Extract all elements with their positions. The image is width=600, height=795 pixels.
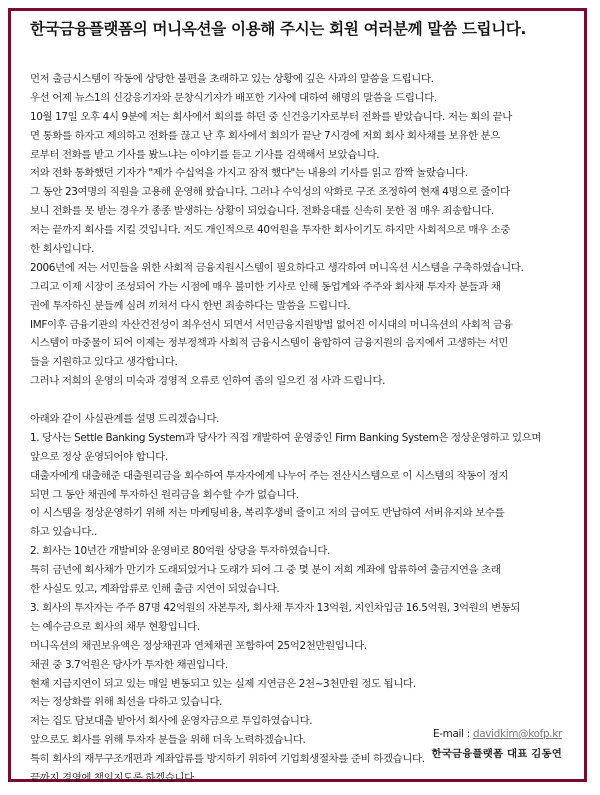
paragraph-line: 이 시스템을 정상운영하기 위해 저는 마케팅비용, 복리후생비 줄이고 저의 급여도 반납하여 서버유지와 보수를	[30, 507, 505, 520]
signatory-name: 한국금융플랫폼 대표 김동연	[431, 748, 562, 760]
paragraph-line: 우선 어제 뉴스1의 신강응기자와 문창식기자가 배포한 기사에 대하여 해명의 말씀을 드립니다.	[30, 91, 437, 104]
paragraph-line: 2. 회사는 10년간 개발비와 운영비로 80억원 상당을 투자하였습니다.	[30, 545, 331, 558]
paragraph-line: 그러나 저희의 운영의 미숙과 경영적 오류로 인하여 좀의 일으킨 점 사과 드립니다.	[30, 375, 386, 388]
paragraph-line: 한 사실도 있고, 계좌압류로 인해 출금 지연이 되었습니다.	[30, 583, 280, 596]
paragraph-line: 는 예수금으로 회사의 채무 현황입니다.	[30, 620, 200, 633]
paragraph-line: 2006년에 저는 서민들을 위한 사회적 금융지원시스템이 필요하다고 생각하여 머니옥션 시스템을 구축하였습니다.	[30, 261, 524, 274]
paragraph-line: 먼저 출금시스템이 작동에 상당한 불편을 초래하고 있는 상황에 깊은 사과의 말씀을 드립니다.	[30, 73, 434, 85]
paragraph-line: 보니 전화를 못 받는 경우가 종종 발생하는 상황이 되었습니다. 전화응대를 신속히 못한 점 매우 죄송합니다.	[30, 205, 494, 218]
paragraph-line: 대출자에게 대출해준 대출원리금을 회수하여 투자자에게 나누어 주는 전산시스템으로 이 시스템의 작동이 정지	[30, 469, 509, 482]
paragraph-line: 그 동안 23여명의 직원을 고용해 운영해 왔습니다. 그러나 수익성의 악화로 구조 조정하여 현재 4명으로 줄이다	[30, 186, 510, 199]
paragraph-line: 특히 회사의 재무구조개편과 계좌압류를 방지하기 위하여 기업회생절차를 준비 하겠습니다.	[30, 753, 425, 766]
email-link[interactable]: davidkim@kofp.kr	[472, 728, 562, 740]
paragraph-spacer	[30, 391, 575, 410]
paragraph-line: 권에 투자하신 분들께 심려 끼쳐서 다시 한번 죄송하다는 말씀을 드립니다.	[30, 299, 351, 312]
paragraph-line: 머니옥션의 채권보유액은 정상채권과 연체채권 포함하여 25억2천만원입니다.	[30, 639, 367, 652]
paragraph-line: 시스템이 마중물이 되어 이제는 정부정책과 사회적 금융시스템이 융합하여 금융지원의 음지에서 고생하는 서민	[30, 337, 509, 350]
paragraph-line: 채권 중 3.7억원은 당사가 투자한 채권입니다.	[30, 658, 228, 671]
paragraph-line: IMF이후 금융기관의 자산건전성이 최우선시 되면서 서민금융지원방법 없어진 이시대의 머니옥션의 사회적 금융	[30, 318, 513, 331]
paragraph-line: 특히 금년에 회사채가 만기가 도래되었거나 도래가 되어 그 중 몇 분이 저희 계좌에 압류하여 출금지연을 초래	[30, 564, 501, 577]
paragraph-line: 현재 지급지연이 되고 있는 매일 변동되고 있는 실제 지연금은 2천~3천만원 정도 됩니다.	[30, 677, 416, 690]
paragraph-line: 한 회사입니다.	[30, 243, 95, 256]
email-line	[432, 724, 562, 744]
paragraph-line: 저와 전화 통화했던 기자가 "제가 수십억을 가지고 잠적 했다"는 내용의 기사를 읽고 깜짝 놀랐습니다.	[30, 167, 468, 180]
paragraph-line: 로부터 전화를 받고 기사를 봤느냐는 이야기를 듣고 기사를 검색해서 보았습니다.	[30, 148, 380, 161]
paragraph-line: 하고 있습니다..	[30, 526, 97, 539]
paragraph-line: 1. 당사는 Settle Banking System과 당사가 직접 개발하여 운영중인 Firm Banking System은 정상운영하고 있으며	[30, 431, 542, 444]
paragraph-line: 아래와 같이 사실관계를 설명 드리겠습니다.	[30, 413, 220, 426]
paragraph-line: 그리고 이제 시장이 조성되어 가는 시점에 매우 불미한 기사로 인해 동업계와 주주와 회사채 투자자 분들과 채	[30, 280, 501, 293]
paragraph-line: 끝까지 경영에 책임지도록 하겠습니다.	[30, 771, 197, 784]
signature-block	[432, 724, 562, 764]
paragraph-line: 10월 17일 오후 4시 9분에 저는 회사에서 회의를 하던 중 신건응기자로부터 전화를 받았습니다. 저는 회의 끝나	[30, 110, 512, 123]
paragraph-line: 앞으로 정상 운영되어야 합니다.	[30, 450, 168, 463]
document-title: 한국금융플랫폼의 머니옥션을 이용해 주시는 회원 여러분께 말씀 드립니다.	[30, 20, 527, 38]
paragraph-line: 저는 집도 담보대출 받아서 회사에 운영자금으로 투입하였습니다.	[30, 715, 313, 728]
paragraph-line: 면 통화를 하자고 제의하고 전화를 끊고 난 후 회사에서 회의가 끝난 7시경에 저희 회사 회사채를 보유한 분으	[30, 129, 501, 142]
paragraph-line: 되면 그 동안 채권에 투자하신 원리금을 회수할 수가 없습니다.	[30, 488, 299, 501]
email-label: E-mail :	[432, 728, 473, 740]
document-body	[30, 70, 575, 788]
paragraph-line: 3. 회사의 투자자는 주주 87명 42억원의 자본투자, 회사채 투자자 13억원, 지인차입금 16.5억원, 3억원의 변동되	[30, 601, 521, 614]
paragraph-line: 앞으로도 회사를 위해 투자자 분들을 위해 더욱 노력하겠습니다.	[30, 734, 306, 747]
paragraph-line: 들을 지원하고 있다고 생각합니다.	[30, 356, 178, 369]
paragraph-line: 저는 끝까지 회사를 지킬 것입니다. 저도 개인적으로 40억원을 투자한 회사이기도 하지만 사회적으로 매우 소중	[30, 224, 511, 237]
section-apology	[30, 70, 575, 391]
paragraph-line: 저는 정상화를 위해 최선을 다하고 있습니다.	[30, 696, 223, 709]
